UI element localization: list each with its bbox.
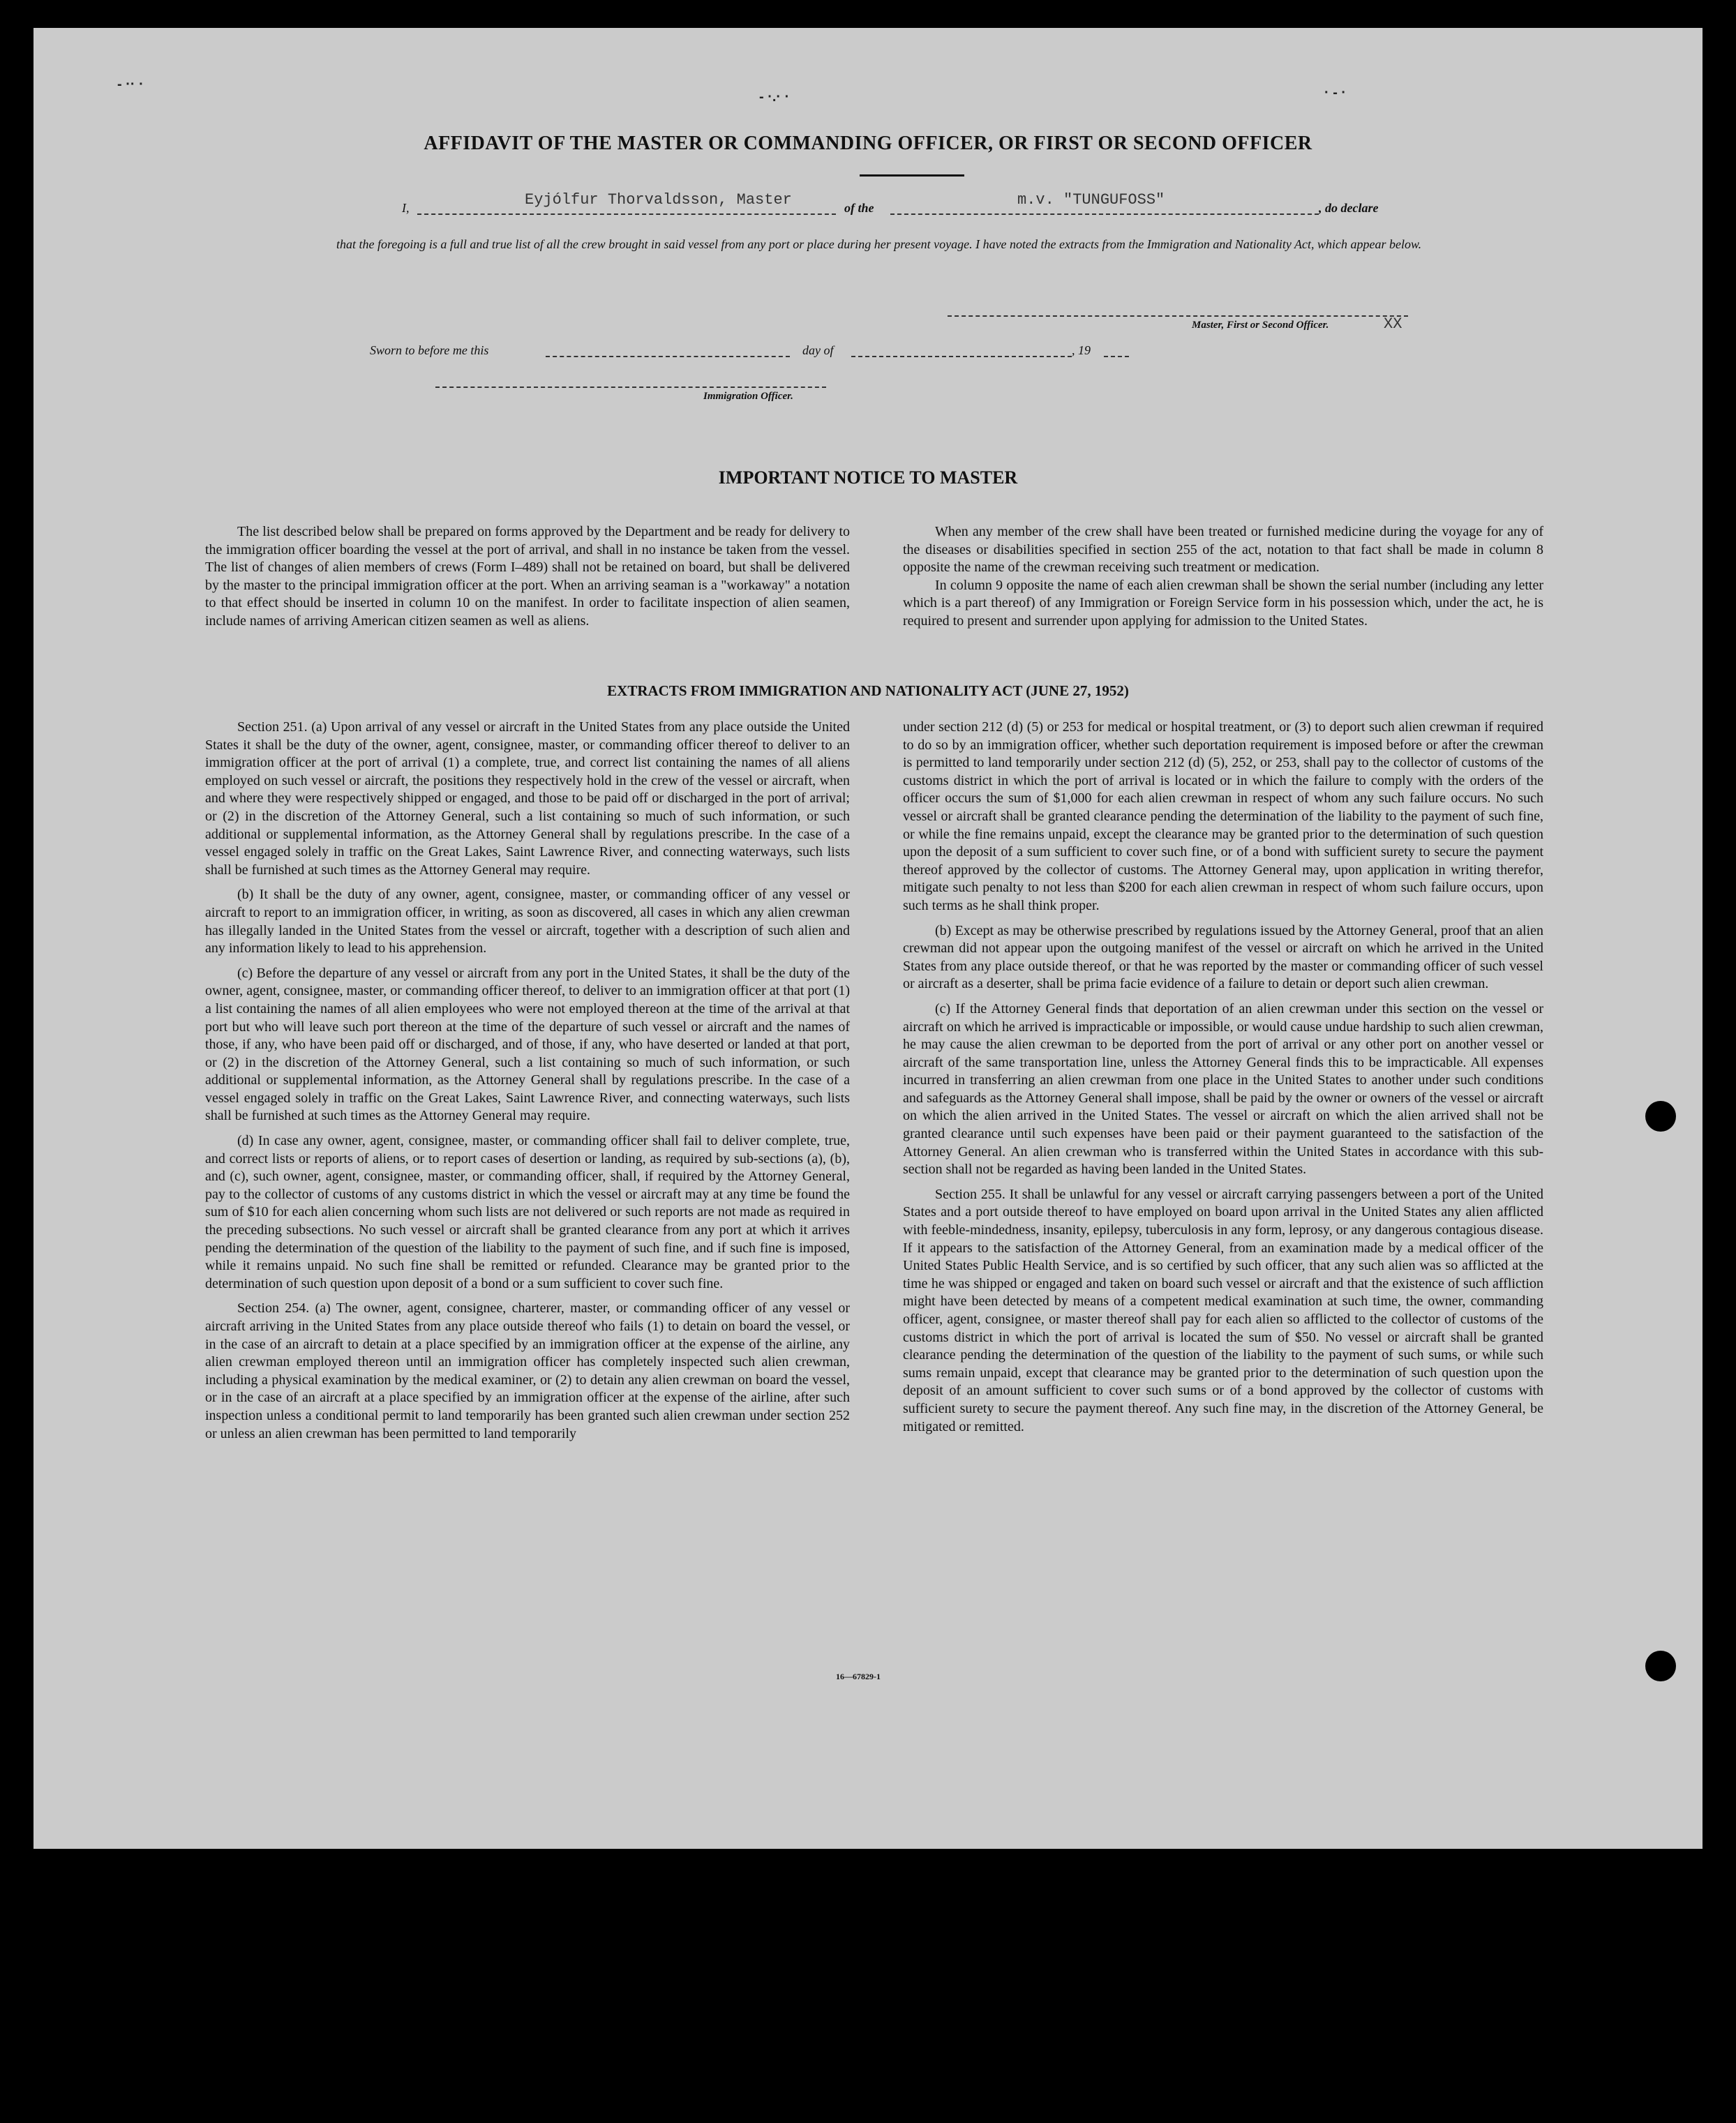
document-page <box>33 28 1703 1849</box>
of-the-label: of the <box>844 201 874 215</box>
immigration-officer-label: Immigration Officer. <box>703 391 793 402</box>
section-254-c: (c) If the Attorney General finds that deportation of an alien crewman under this section on the vessel or aircraft on which he arrived is impracticable or impossible, or would cause undue hardship to such alien crewman, he may cause the alien crewman to be deported from the port of arrival or any other port on another vessel or aircraft of the same transportation line, unless the Attorney General finds this to be impracticable. All expenses incurred in transferring an alien crewman from one place in the United States to another under such conditions and safeguards as the Attorney General shall impose, shall be paid by the owner or owners of the vessel or aircraft on which the alien arrived in the United States. The vessel or aircraft on which the alien arrived shall not be granted clearance until such expenses have been paid or their payment guaranteed to the satisfaction of the Attorney General. An alien crewman who is transferred within the United States in accordance with this sub-section shall not be regarded as having been landed in the United States. <box>903 1000 1543 1178</box>
declaration-statement: that the foregoing is a full and true list of all the crew brought in said vessel from any port or place during her present voyage. I have noted the extracts from the Immigration and Nationality Act, which appear below. <box>336 237 1422 251</box>
scan-mark: - ·· · <box>117 77 144 92</box>
punch-hole <box>1645 1101 1676 1132</box>
day-of-label: day of <box>802 343 834 357</box>
title-rule <box>860 174 964 177</box>
immigration-officer-line[interactable] <box>435 387 826 388</box>
scan-mark: · - · <box>1324 85 1347 100</box>
declaration-line <box>368 193 1443 220</box>
notice-paragraph: When any member of the crew shall have been treated or furnished medicine during the voyage for any of the diseases or disabilities specified in section 255 of the act, notation to that fact shall be made in column 8 opposite the name of the crewman receiving such treatment or medication. <box>903 524 1543 576</box>
extracts-right-column <box>903 719 1543 1436</box>
name-field-line <box>417 213 836 215</box>
scan-mark: - ·.· · <box>759 89 790 105</box>
section-255: Section 255. It shall be unlawful for any vessel or aircraft carrying passengers between a port of the United States and a port outside thereof to have employed on board upon arrival in the United States any alien afflicted with feeble-mindedness, insanity, epilepsy, tuberculosis in any form, leprosy, or any dangerous contagious disease. If it appears to the satisfaction of the Attorney General, from an examination made by a medical officer of the United States Public Health Service, and is so certified by such officer, that any such alien was so afflicted at the time he was shipped or engaged and taken on board such vessel or aircraft and that the existence of such affliction might have been detected by means of a competent medical examination at such time, the owner, commanding officer, agent, consignee, or master thereof shall pay for each alien so afflicted to the collector of customs of the customs district in which the port of arrival is located the sum of $50. No vessel or aircraft shall be granted clearance pending the determination of the question of the liability to the payment of such sums, or while such sums remain unpaid, except that clearance may be granted prior to the determination of such question upon the deposit of an amount sufficient to cover such sums or of a bond approved by the collector of customs with sufficient surety to secure the payment thereof. Any such fine may, in the discretion of the Attorney General, be mitigated or remitted. <box>903 1186 1543 1434</box>
do-declare-label: , do declare <box>1319 201 1379 215</box>
extracts-title: EXTRACTS FROM IMMIGRATION AND NATIONALITY ACT (JUNE 27, 1952) <box>607 682 1129 699</box>
notice-left-column <box>205 523 850 631</box>
vessel-name-field[interactable]: m.v. "TUNGUFOSS" <box>1017 191 1165 209</box>
notice-right-column <box>903 523 1543 631</box>
year-prefix: , 19 <box>1072 343 1091 357</box>
sworn-day-field[interactable] <box>546 356 790 357</box>
section-251-c: (c) Before the departure of any vessel or aircraft from any port in the United States, it shall be the duty of the owner, agent, consignee, master, or commanding officer thereof, to deliver to an immigration officer at that port (1) a list containing the names of all alien employees who were not employed thereon at the time of the arrival at that port but who will leave such port thereon at the time of the departure of such vessel or aircraft and the names of those, if any, who have been paid off or discharged, and of those, if any, who have deserted or landed at that port, or (2) in the discretion of the Attorney General, such a list containing so much of such information, or such additional or supplemental information, as the Attorney General shall by regulations prescribe. In the case of a vessel engaged solely in traffic on the Great Lakes, Saint Lawrence River, and connecting waterways, such lists shall be furnished at such times as the Attorney General may require. <box>205 965 850 1124</box>
notice-title: IMPORTANT NOTICE TO MASTER <box>718 467 1018 488</box>
section-254-a: Section 254. (a) The owner, agent, consignee, charterer, master, or commanding officer of any vessel or aircraft arriving in the United States from any place outside thereof who fails (1) to detain on board the vessel, or in the case of an aircraft to detain at a place specified by an immigration officer at the expense of the airline, any alien crewman employed thereon until an immigration officer has completely inspected such alien crewman, including a physical examination by the medical examiner, or (2) to detain any alien crewman on board the vessel, or in the case of an aircraft at a place specified by an immigration officer at the expense of the airline, after such inspection unless a conditional permit to land temporarily has been granted such alien crewman under section 252 or unless an alien crewman has been permitted to land temporarily <box>205 1300 850 1441</box>
i-label: I, <box>402 201 410 215</box>
signature-typed-mark: XX <box>1384 315 1402 333</box>
form-number: 16—67829-1 <box>836 1672 881 1681</box>
sworn-year-field[interactable] <box>1104 356 1129 357</box>
sworn-label: Sworn to before me this <box>370 343 489 357</box>
signature-line[interactable] <box>948 315 1408 317</box>
section-254-b: (b) Except as may be otherwise prescribed by regulations issued by the Attorney General, proof that an alien crewman did not appear upon the outgoing manifest of the vessel or aircraft on which he arrived in the United States from any place outside thereof, or that he was reported by the master or commanding officer of such vessel or aircraft as a deserter, shall be prima facie evidence of a failure to detain or deport such alien crewman. <box>903 922 1543 992</box>
vessel-field-line <box>890 213 1319 215</box>
section-251-d: (d) In case any owner, agent, consignee, master, or commanding officer shall fail to deliver complete, true, and correct lists or reports of aliens, or to report cases of desertion or landing, as required by sub-sections (a), (b), and (c), such owner, agent, consignee, master, or commanding officer, shall, if required by the Attorney General, pay to the collector of customs of any customs district in which the vessel or aircraft may at any time be found the sum of $10 for each alien concerning whom such lists are not delivered or such reports are not made as required in the preceding subsections. No such vessel or aircraft shall be granted clearance from any port at which it arrives pending the determination of the question of the liability to the payment of such fine, and if such fine is imposed, while it remains unpaid. No such fine shall be remitted or refunded. Clearance may be granted prior to the determination of such question upon deposit of a bond or a sum sufficient to cover such fine. <box>205 1133 850 1291</box>
extracts-left-column <box>205 719 850 1443</box>
section-251-a: Section 251. (a) Upon arrival of any vessel or aircraft in the United States from any place outside the United States it shall be the duty of the owner, agent, consignee, master, or commanding officer thereof to deliver to an immigration officer at the port of arrival (1) a complete, true, and correct list containing the names of all aliens employed on such vessel or aircraft, the positions they respectively hold in the crew of the vessel or aircraft, when and where they were respectively shipped or engaged, and those to be paid off or discharged in the port of arrival; or (2) in the discretion of the Attorney General, such a list containing so much of such information, or such additional or supplemental information, as the Attorney General shall by regulations prescribe. In the case of a vessel engaged solely in traffic on the Great Lakes, Saint Lawrence River, and connecting waterways, such lists shall be furnished at such times as the Attorney General may require. <box>205 719 850 878</box>
section-254-a-continued: under section 212 (d) (5) or 253 for medical or hospital treatment, or (3) to deport such alien crewman if required to do so by an immigration officer, whether such deportation requirement is imposed before or after the crewman is permitted to land temporarily under section 212 (d) (5), 252, or 253, shall pay to the collector of customs of the customs district in which the port of arrival is located or in which the failure to comply with the orders of the officer occurs the sum of $1,000 for each alien crewman in respect of whom any such failure occurs. No such vessel or aircraft shall be granted clearance pending the determination of the liability to the payment of such fine, or while the fine remains unpaid, except the clearance may be granted prior to the determination of such question upon the deposit of a sum sufficient to cover such fine, or of a bond with sufficient surety to secure the payment thereof approved by the collector of customs. The Attorney General may, upon application in writing therefor, mitigate such penalty to not less than $200 for each alien crewman in respect of whom such failure occurs, upon such terms as he shall think proper. <box>903 719 1543 913</box>
section-251-b: (b) It shall be the duty of any owner, agent, consignee, master, or commanding officer of any vessel or aircraft to report to an immigration officer, in writing, as soon as discovered, all cases in which any alien crewman has illegally landed in the United States from the vessel or aircraft, together with a description of such alien and any information likely to lead to his apprehension. <box>205 887 850 957</box>
signature-label: Master, First or Second Officer. <box>1192 320 1329 331</box>
punch-hole <box>1645 1651 1676 1681</box>
notice-paragraph: In column 9 opposite the name of each alien crewman shall be shown the serial number (including any letter which is a part thereof) of any Immigration or Foreign Service form in his possession which, under the act, he is required to present and surrender upon applying for admission to the United States. <box>903 577 1543 629</box>
master-name-field[interactable]: Eyjólfur Thorvaldsson, Master <box>525 191 792 209</box>
sworn-month-field[interactable] <box>851 356 1072 357</box>
notice-paragraph: The list described below shall be prepared on forms approved by the Department and be ready for delivery to the immigration officer boarding the vessel at the port of arrival, and shall in no instance be taken from the vessel. The list of changes of alien members of crews (Form I–489) shall not be retained on board, but shall be delivered by the master to the principal immigration officer at the port. When an arriving seaman is a "workaway" a notation to that effect should be inserted in column 10 on the manifest. In order to facilitate inspection of alien seamen, include names of arriving American citizen seamen as well as aliens. <box>205 524 850 629</box>
affidavit-title: AFFIDAVIT OF THE MASTER OR COMMANDING OFFICER, OR FIRST OR SECOND OFFICER <box>424 133 1312 154</box>
sworn-line <box>370 339 1179 364</box>
